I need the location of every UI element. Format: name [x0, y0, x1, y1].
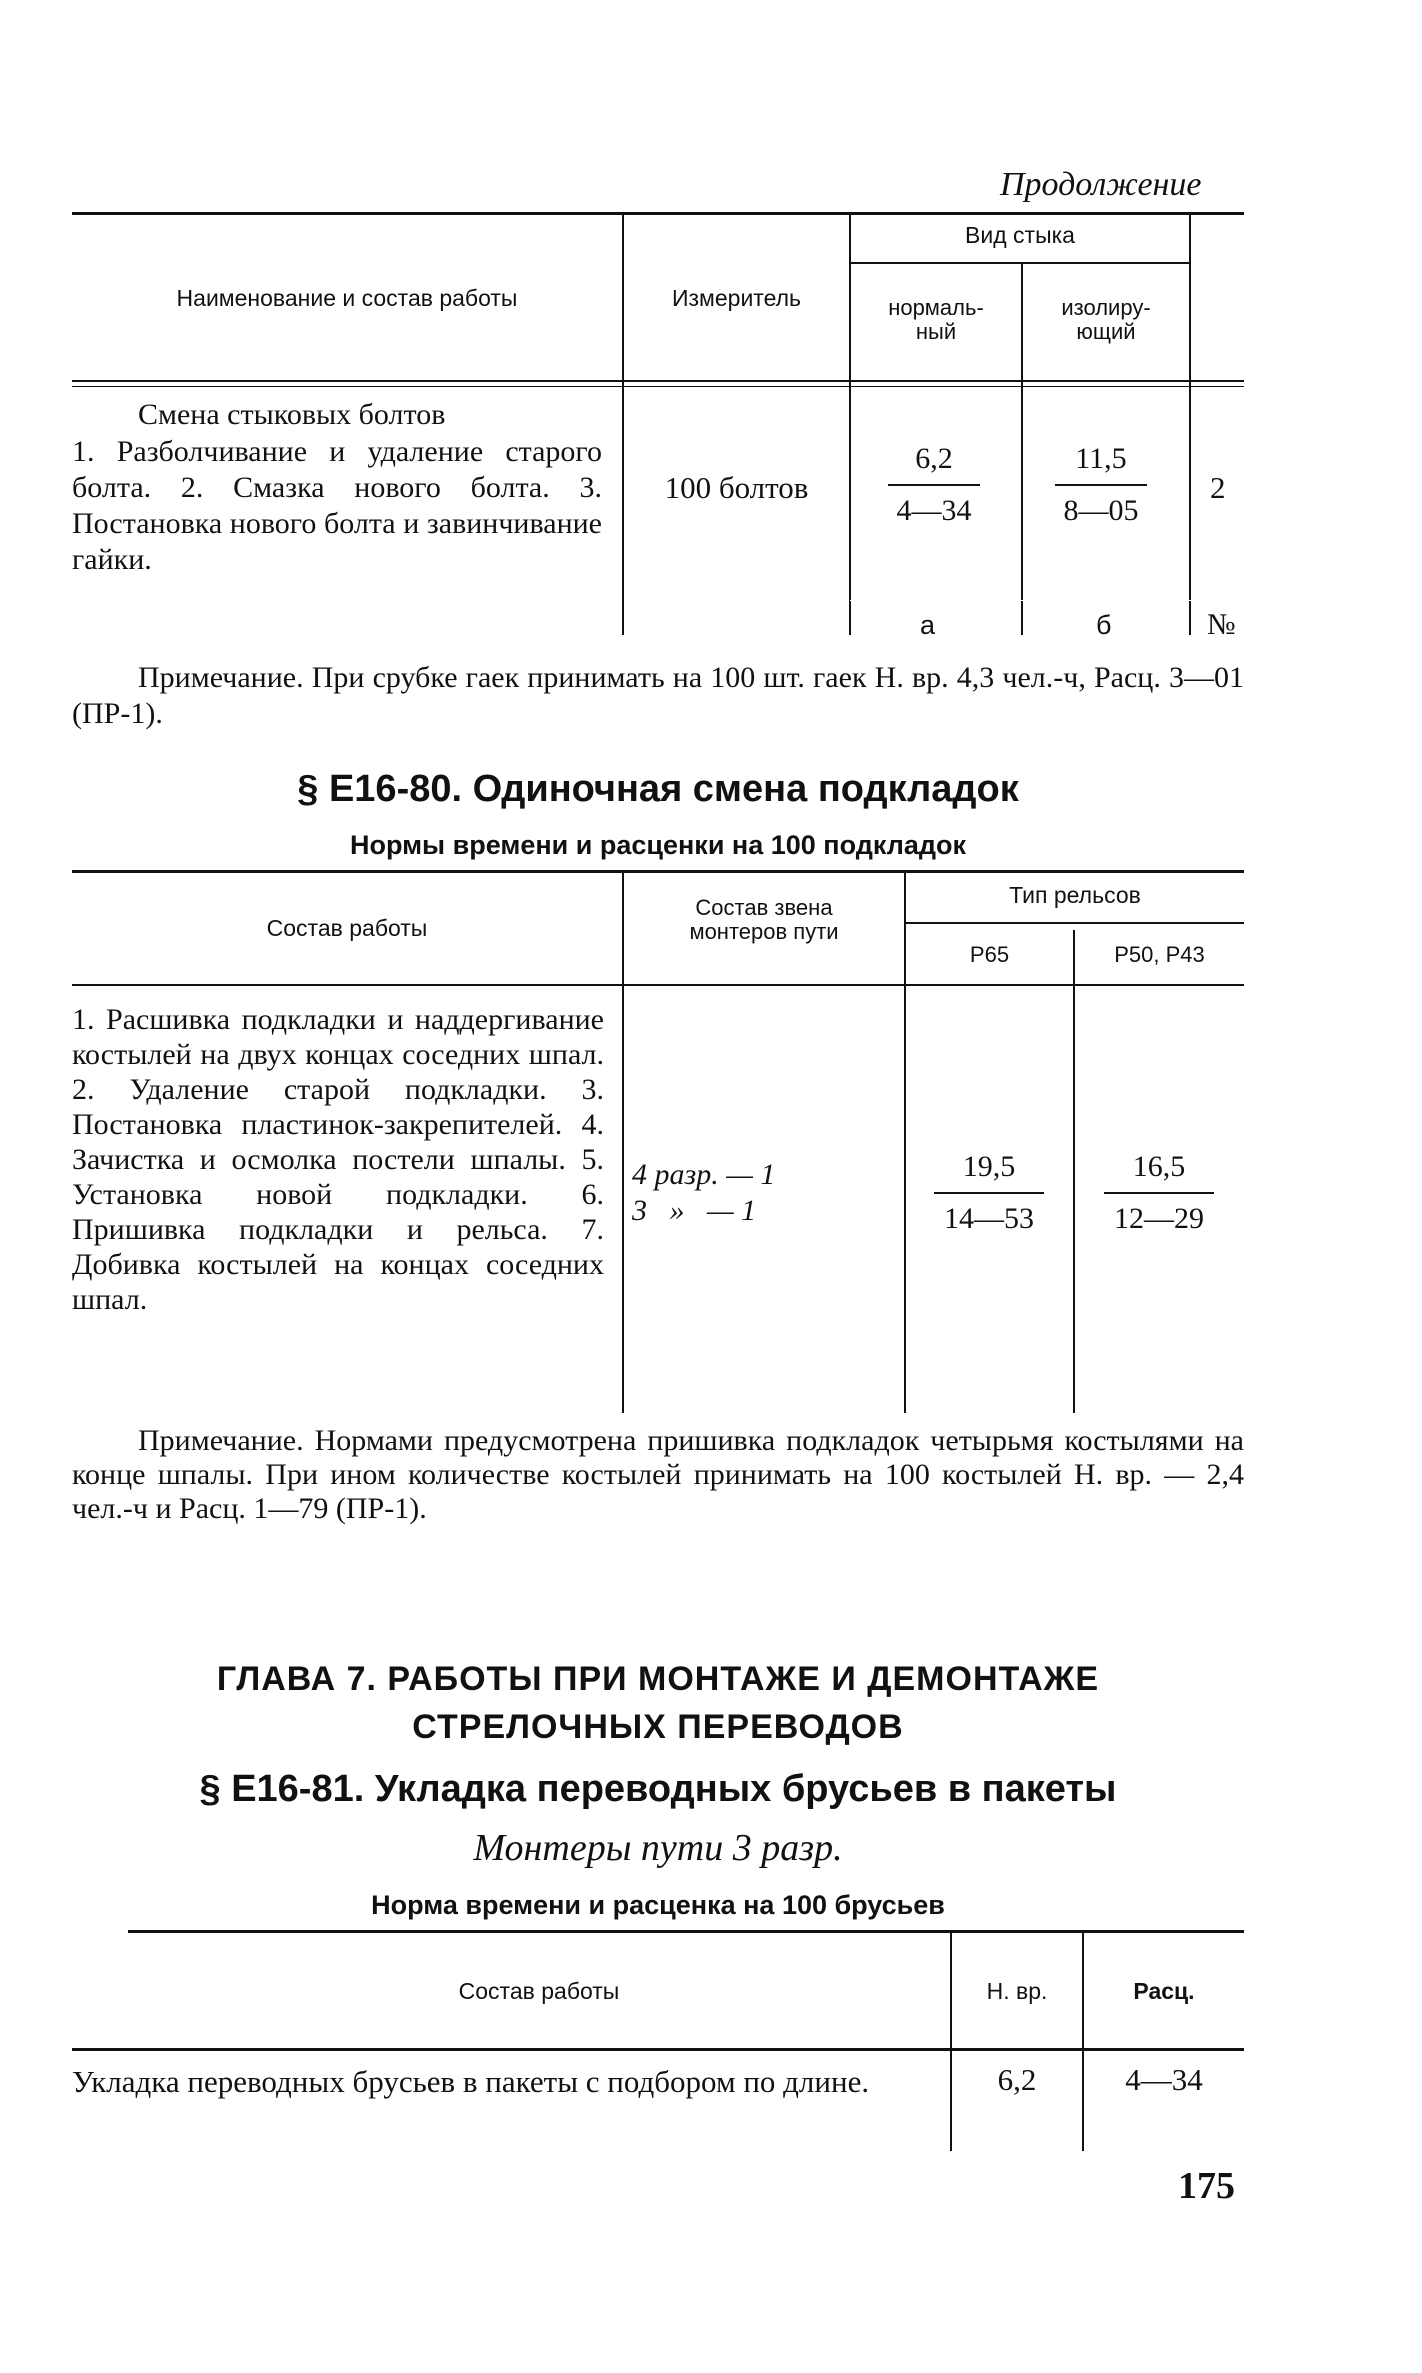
- table2-top-rule: [72, 870, 1244, 873]
- section80-subheading: Нормы времени и расценки на 100 подкладок: [349, 830, 967, 860]
- table1-top-rule: [72, 212, 1244, 215]
- table1-col-name: Наименование и состав работы: [176, 285, 518, 311]
- table2-r50-value: [1104, 1152, 1214, 1234]
- table1-footer-b: б: [1096, 610, 1112, 640]
- table1-row-number: 2: [1210, 470, 1226, 505]
- table2-team-line1: 4 разр. — 1: [632, 1158, 776, 1191]
- table3-row-rate: 4—34: [1125, 2062, 1203, 2097]
- table1-row-description: 1. Разболчивание и удаление старого болта. 2. Смазка нового болта. 3. Постановка нового болта и завинчивание гайки.: [72, 435, 602, 576]
- continuation-label: Продолжение: [1000, 166, 1202, 203]
- table1-footer-a: а: [920, 610, 936, 640]
- table3-row-hvr: 6,2: [997, 2062, 1037, 2097]
- table1-insul-rate: 8—05: [1063, 494, 1139, 527]
- table1-subheader-rule: [850, 262, 1190, 264]
- table3-header-rule: [72, 2048, 1244, 2051]
- table2-r65-value: [934, 1152, 1044, 1234]
- table1-col-insulating: изолиру- ющий: [1061, 295, 1151, 344]
- table3-vline-1: [950, 1933, 952, 2151]
- table1-vline-4: [1189, 215, 1191, 635]
- table2-header-rule: [72, 984, 1244, 986]
- table2-col-r50: Р50, Р43: [1114, 942, 1205, 967]
- table2-r65-rate: 14—53: [944, 1202, 1034, 1235]
- table1-header-rule: [72, 380, 1244, 382]
- table1-normal-rate: 4—34: [896, 494, 972, 527]
- section81-subheading: Норма времени и расценка на 100 брусьев: [371, 1890, 945, 1920]
- table1-col-normal: нормаль- ный: [888, 295, 984, 344]
- table1-insul-value: [1055, 444, 1147, 526]
- table1-footer-no: №: [1207, 608, 1236, 641]
- table3-col-rate: Расц.: [1133, 1978, 1195, 2004]
- table1-vline-1: [622, 215, 624, 635]
- table1-normal-time: 6,2: [915, 442, 953, 475]
- table3-row-text: Укладка переводных брусьев в пакеты с подбором по длине.: [72, 2064, 870, 2099]
- table2-vline-1: [622, 873, 624, 1413]
- table1-vline-2: [849, 215, 851, 635]
- chapter7-title-line2: СТРЕЛОЧНЫХ ПЕРЕВОДОВ: [412, 1708, 904, 1746]
- table2-col-r65: Р65: [969, 942, 1010, 967]
- section80-heading: § Е16-80. Одиночная смена подкладок: [297, 768, 1019, 810]
- table2-col-work: Состав работы: [266, 915, 428, 941]
- table2-r50-rate: 12—29: [1114, 1202, 1204, 1235]
- table2-col-team: Состав звена монтеров пути: [689, 895, 839, 944]
- table1-insul-time: 11,5: [1075, 442, 1127, 475]
- table1-row-title: Смена стыковых болтов: [138, 398, 446, 431]
- table2-col-rail-type: Тип рельсов: [1009, 882, 1141, 908]
- table1-row-measure: 100 болтов: [664, 470, 809, 505]
- table2-r50-time: 16,5: [1132, 1150, 1186, 1183]
- table2-subheader-rule: [905, 922, 1244, 924]
- table1-footer-rule: [850, 600, 1244, 601]
- table1-note: Примечание. При срубке гаек принимать на 100 шт. гаек Н. вр. 4,3 чел.-ч, Расц. 3—01 (ПР-1).: [72, 661, 1244, 730]
- table1-col-joint-type: Вид стыка: [965, 222, 1075, 248]
- table3-top-rule: [128, 1930, 1244, 1933]
- section81-workers: Монтеры пути 3 разр.: [473, 1827, 843, 1869]
- table2-r65-time: 19,5: [962, 1150, 1016, 1183]
- table2-vline-3: [1073, 930, 1075, 1413]
- table2-work-text: 1. Расшивка подкладки и наддергивание костылей на двух концах соседних шпал. 2. Удаление старой подкладки. 3. Постановка пластинок-закрепителей. 4. Зачистка и осмолка постели шпалы. 5. Установка новой подкладки. 6. Пришивка подкладки и рельса. 7. Добивка костылей на концах соседних шпал.: [72, 1003, 604, 1316]
- section80-note: Примечание. Нормами предусмотрена пришивка подкладок четырьмя костылями на конце шпалы. При ином количестве костылей принимать на 100 костылей Н. вр. — 2,4 чел.-ч и Расц. 1—79 (ПР-1).: [72, 1424, 1244, 1525]
- table3-col-work: Состав работы: [458, 1978, 620, 2004]
- table3-col-hvr: Н. вр.: [986, 1978, 1048, 2004]
- table1-body-rule: [72, 386, 1244, 387]
- page-number: 175: [1178, 2165, 1235, 2207]
- chapter7-title-line1: ГЛАВА 7. РАБОТЫ ПРИ МОНТАЖЕ И ДЕМОНТАЖЕ: [216, 1660, 1100, 1698]
- table1-normal-value: [888, 444, 980, 526]
- section81-heading: § Е16-81. Укладка переводных брусьев в пакеты: [199, 1768, 1117, 1810]
- table3-vline-2: [1082, 1933, 1084, 2151]
- table2-team-line2: 3 » — 1: [632, 1194, 757, 1227]
- table1-col-measure: Измеритель: [671, 285, 802, 311]
